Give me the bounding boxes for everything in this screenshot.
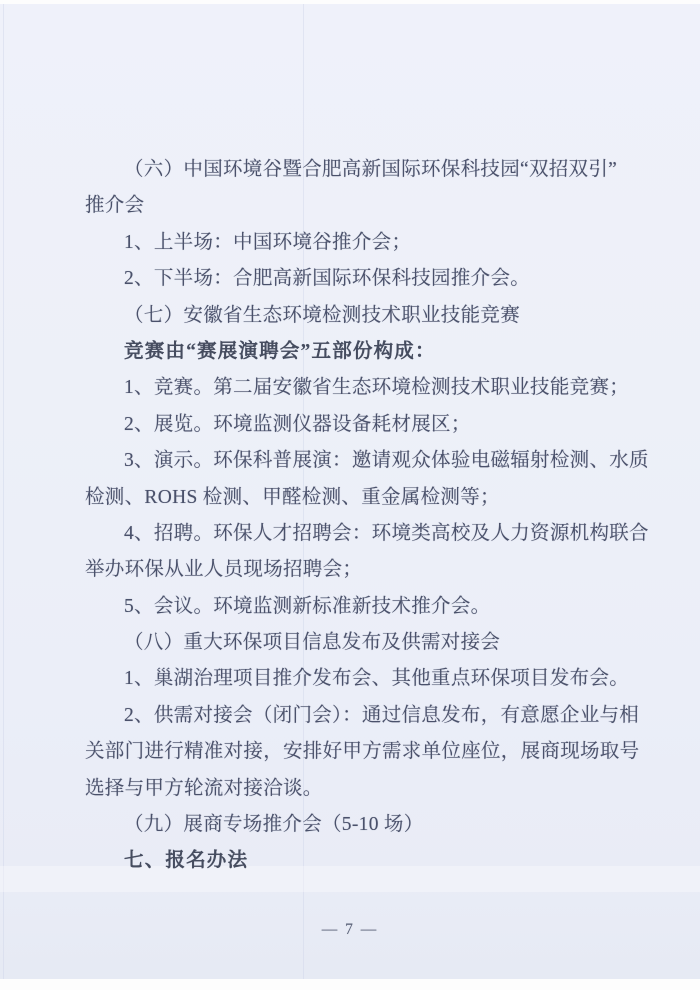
text-line: （六）中国环境谷暨合肥高新国际环保科技园“双招双引” [124, 159, 618, 180]
page-number: — 7 — [321, 921, 379, 938]
text-line: 3、演示。环保科普展演：邀请观众体验电磁辐射检测、水质 [124, 450, 649, 472]
text-line: 竞赛由“赛展演聘会”五部份构成： [124, 340, 436, 362]
text-line: （九）展商专场推介会（5-10 场） [124, 814, 424, 836]
text-line: 推介会 [85, 195, 145, 217]
text-line: 2、展览。环境监测仪器设备耗材展区； [124, 413, 471, 435]
text-line: 举办环保从业人员现场招聘会； [85, 559, 363, 581]
text-line: 1、上半场：中国环境谷推介会； [124, 231, 412, 253]
document-body [85, 152, 649, 880]
text-line: 检测、ROHS 检测、甲醛检测、重金属检测等； [85, 486, 500, 508]
text-line: 1、竞赛。第二届安徽省生态环境检测技术职业技能竞赛； [124, 377, 630, 399]
text-line: 选择与甲方轮流对接洽谈。 [85, 777, 323, 799]
text-line: 七、报名办法 [124, 850, 249, 872]
text-line: 5、会议。环境监测新标准新技术推介会。 [124, 595, 491, 617]
paper-sheet [0, 4, 700, 979]
text-line: 1、巢湖治理项目推介发布会、其他重点环保项目发布会。 [124, 668, 630, 690]
text-line: （八）重大环保项目信息发布及供需对接会 [124, 632, 501, 654]
scan-seam-left [3, 4, 4, 979]
text-line: 关部门进行精准对接，安排好甲方需求单位座位，展商现场取号 [85, 741, 640, 763]
text-line: （七）安徽省生态环境检测技术职业技能竞赛 [124, 304, 521, 326]
text-line: 2、供需对接会（闭门会）：通过信息发布，有意愿企业与相 [124, 704, 640, 726]
text-line: 4、招聘。环保人才招聘会：环境类高校及人力资源机构联合 [124, 522, 649, 544]
text-line: 2、下半场：合肥高新国际环保科技园推介会。 [124, 268, 531, 290]
